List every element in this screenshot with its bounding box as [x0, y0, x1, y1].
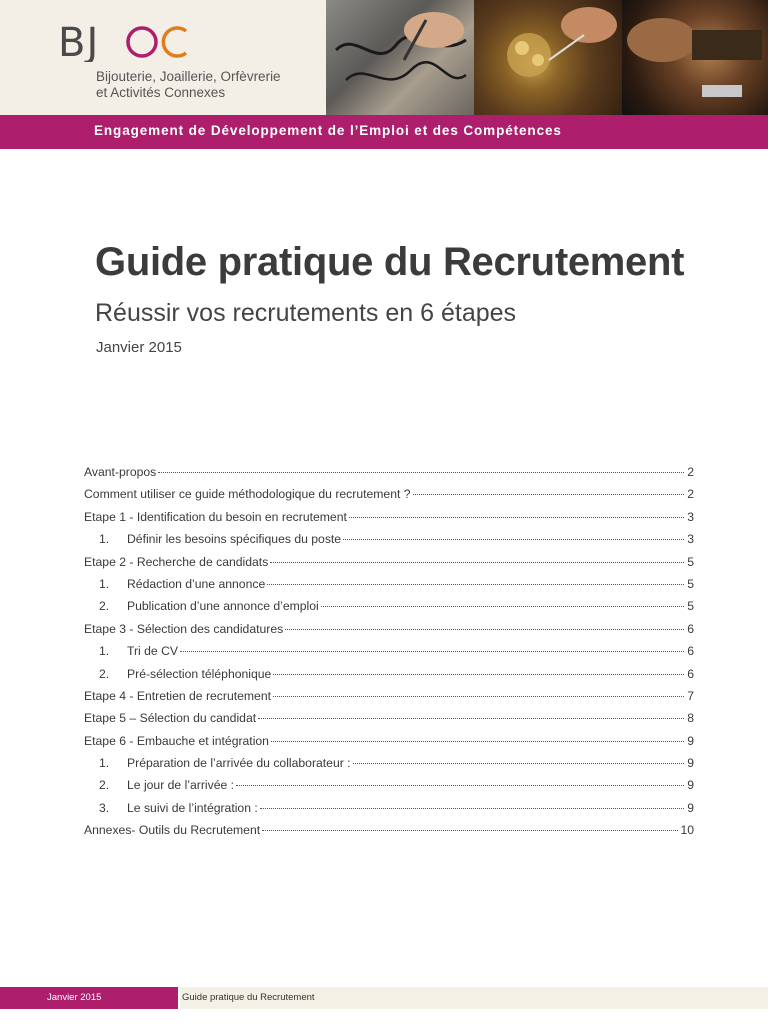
toc-leader-dots: [353, 763, 684, 764]
toc-entry[interactable]: [84, 622, 694, 644]
photo-engraving-drawing: [326, 0, 474, 115]
toc-entry-number: 3.: [99, 800, 110, 815]
toc-leader-dots: [273, 696, 684, 697]
toc-leader-dots: [321, 606, 684, 607]
toc-entry[interactable]: [84, 823, 694, 845]
bjoc-logo-mark: [58, 18, 198, 62]
toc-entry[interactable]: [84, 487, 694, 509]
toc-entry[interactable]: [84, 644, 694, 666]
toc-entry-page: 9: [687, 756, 694, 771]
toc-entry-page: 3: [687, 532, 694, 547]
footer-date-block: [0, 987, 178, 1009]
toc-leader-dots: [260, 808, 684, 809]
logo-subtitle: [96, 69, 281, 101]
toc-entry[interactable]: [84, 599, 694, 621]
toc-entry[interactable]: [84, 801, 694, 823]
toc-entry-page: 2: [687, 487, 694, 502]
toc-entry-label: Etape 6 - Embauche et intégration: [84, 733, 269, 748]
toc-entry[interactable]: [84, 756, 694, 778]
toc-entry-number: 1.: [99, 756, 110, 771]
toc-entry[interactable]: [84, 667, 694, 689]
toc-leader-dots: [270, 562, 684, 563]
toc-entry-label: Publication d’une annonce d’emploi: [127, 599, 319, 614]
toc-entry-page: 7: [687, 688, 694, 703]
toc-entry[interactable]: [84, 532, 694, 554]
toc-entry-label: Définir les besoins spécifiques du poste: [127, 532, 342, 547]
toc-entry-label: Le suivi de l’intégration :: [127, 800, 258, 815]
toc-entry-label: Etape 2 - Recherche de candidats: [84, 554, 269, 569]
toc-entry[interactable]: [84, 510, 694, 532]
toc-leader-dots: [271, 741, 684, 742]
toc-entry-number: 1.: [99, 532, 110, 547]
footer-date: Janvier 2015: [47, 992, 102, 1003]
header-band: [0, 115, 768, 149]
toc-entry-label: Le jour de l’arrivée :: [127, 778, 235, 793]
toc-entry-number: 2.: [99, 778, 110, 793]
toc-entry-label: Préparation de l’arrivée du collaborateur :: [127, 756, 351, 771]
footer-title-block: [180, 987, 768, 1009]
toc-entry-label: Rédaction d’une annonce: [127, 576, 266, 591]
document-title: Guide pratique du Recrutement: [95, 240, 685, 284]
toc-entry-page: 8: [687, 711, 694, 726]
document-subtitle: Réussir vos recrutements en 6 étapes: [95, 299, 517, 327]
page-footer: [0, 987, 768, 1009]
toc-entry-label: Etape 5 – Sélection du candidat: [84, 711, 257, 726]
toc-entry-page: 5: [687, 576, 694, 591]
toc-entry-label: Etape 3 - Sélection des candidatures: [84, 621, 284, 636]
logo-area: [0, 0, 326, 115]
toc-entry-page: 6: [687, 621, 694, 636]
toc-entry-page: 5: [687, 599, 694, 614]
toc-entry[interactable]: [84, 711, 694, 733]
page-header: [0, 0, 768, 115]
toc-entry-page: 5: [687, 554, 694, 569]
toc-entry[interactable]: [84, 689, 694, 711]
svg-text:BJ: BJ: [58, 20, 100, 62]
toc-entry-page: 9: [687, 778, 694, 793]
toc-entry[interactable]: [84, 465, 694, 487]
toc-entry-number: 2.: [99, 599, 110, 614]
footer-title: Guide pratique du Recrutement: [182, 992, 315, 1003]
toc-entry-page: 6: [687, 644, 694, 659]
toc-leader-dots: [262, 830, 678, 831]
toc-entry[interactable]: [84, 555, 694, 577]
table-of-contents: [84, 465, 694, 846]
logo-subtitle-line1: Bijouterie, Joaillerie, Orfèvrerie: [96, 69, 281, 84]
toc-leader-dots: [180, 651, 684, 652]
toc-entry-number: 1.: [99, 644, 110, 659]
toc-leader-dots: [343, 539, 684, 540]
photo-lathe-work: [622, 0, 768, 115]
toc-entry-number: 2.: [99, 666, 110, 681]
toc-entry-page: 2: [687, 465, 694, 479]
toc-entry-label: Tri de CV: [127, 644, 179, 659]
toc-entry[interactable]: [84, 734, 694, 756]
toc-entry-label: Comment utiliser ce guide méthodologique du recrutement ?: [84, 487, 411, 502]
toc-entry-label: Pré-sélection téléphonique: [127, 666, 272, 681]
bjoc-logo: [58, 18, 198, 72]
toc-entry-page: 9: [687, 733, 694, 748]
band-text: Engagement de Développement de l’Emploi et des Compétences: [94, 123, 562, 138]
toc-leader-dots: [273, 674, 684, 675]
toc-entry-label: Etape 1 - Identification du besoin en recrutement: [84, 509, 347, 524]
toc-leader-dots: [258, 718, 684, 719]
toc-leader-dots: [285, 629, 684, 630]
toc-entry-page: 10: [680, 823, 694, 838]
toc-entry-label: Avant-propos: [84, 465, 157, 479]
toc-entry[interactable]: [84, 778, 694, 800]
toc-leader-dots: [158, 472, 684, 473]
document-date: Janvier 2015: [96, 339, 182, 356]
logo-subtitle-line2: et Activités Connexes: [96, 85, 226, 100]
toc-entry-label: Etape 4 - Entretien de recrutement: [84, 688, 271, 703]
toc-entry-page: 3: [687, 509, 694, 524]
toc-leader-dots: [267, 584, 684, 585]
toc-leader-dots: [236, 785, 684, 786]
toc-entry-label: Annexes- Outils du Recrutement: [84, 823, 261, 838]
toc-entry-page: 9: [687, 800, 694, 815]
toc-entry-page: 6: [687, 666, 694, 681]
toc-leader-dots: [349, 517, 684, 518]
toc-leader-dots: [413, 494, 684, 495]
toc-entry[interactable]: [84, 577, 694, 599]
toc-entry-number: 1.: [99, 576, 110, 591]
photo-jewellery-work: [474, 0, 622, 115]
